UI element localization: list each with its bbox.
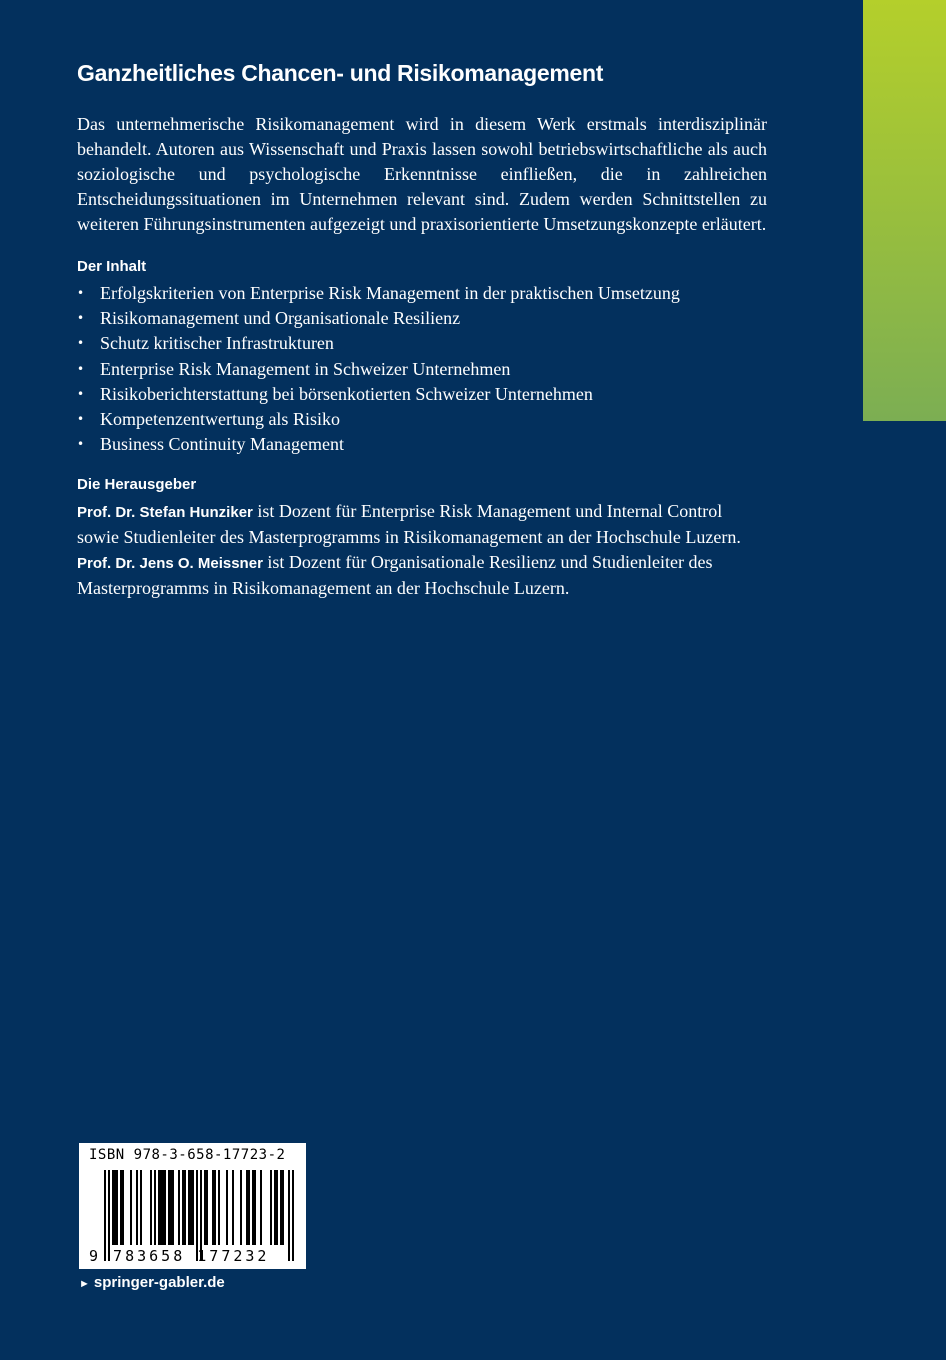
barcode-bar (122, 1170, 124, 1245)
website-url: springer-gabler.de (93, 1274, 225, 1291)
barcode-bar (254, 1170, 256, 1245)
bullet-icon: • (77, 437, 85, 452)
list-item: • Enterprise Risk Management in Schweizer Unternehmen (77, 357, 767, 382)
barcode-bar (178, 1170, 180, 1245)
barcode-bar (214, 1170, 216, 1245)
barcode-bar (280, 1170, 282, 1245)
barcode-bar (160, 1170, 162, 1245)
barcode-bar (288, 1170, 290, 1261)
barcode-bar (130, 1170, 132, 1245)
editor-description: ist Dozent für Enterprise Risk Management und Internal Control sowie Studienleiter des Masterprogramms in Risikomanagement an der Hochschule Luzern. (77, 501, 741, 548)
editors-heading: Die Herausgeber (77, 476, 197, 494)
barcode-bar (120, 1170, 122, 1245)
bullet-icon: • (77, 311, 85, 326)
barcode-bar (240, 1170, 242, 1245)
editor-description: ist Dozent für Organisationale Resilienz und Studienleiter des Masterprogramms in Risikomanagement an der Hochschule Luzern. (77, 552, 713, 599)
barcode-bar (170, 1170, 172, 1245)
publisher-website[interactable] (79, 1274, 225, 1291)
barcode-bar (162, 1170, 164, 1245)
barcode-bar (158, 1170, 160, 1245)
editor-name: Prof. Dr. Stefan Hunziker (77, 504, 253, 522)
barcode-bar (276, 1170, 278, 1245)
list-item: • Risikomanagement und Organisationale Resilienz (77, 306, 767, 331)
barcode-bar (192, 1170, 194, 1245)
book-title: Ganzheitliches Chancen- und Risikomanagement (77, 60, 604, 86)
barcode-bar (150, 1170, 152, 1245)
barcode-bar (270, 1170, 272, 1245)
barcode-bar (188, 1170, 190, 1245)
bullet-icon: • (77, 386, 85, 401)
barcode-bar (154, 1170, 156, 1245)
list-item: • Schutz kritischer Infrastrukturen (77, 331, 767, 356)
bullet-icon: • (77, 286, 85, 300)
accent-strip (863, 0, 946, 421)
barcode-bar (252, 1170, 254, 1245)
arrow-right-icon: ► (79, 1278, 90, 1290)
isbn-label: ISBN 978-3-658-17723-2 (89, 1147, 286, 1163)
barcode-bar (164, 1170, 166, 1245)
editor-name: Prof. Dr. Jens O. Meissner (77, 555, 263, 573)
contents-list (77, 281, 767, 457)
barcode-bar (232, 1170, 234, 1245)
barcode-bar (168, 1170, 170, 1245)
barcode-bar (182, 1170, 184, 1245)
barcode-bar (212, 1170, 214, 1245)
list-item: • Business Continuity Management (77, 432, 767, 457)
barcode-bar (112, 1170, 114, 1245)
barcode-bar (204, 1170, 206, 1245)
barcode-bar (292, 1170, 294, 1261)
barcode-bar (116, 1170, 118, 1245)
bullet-icon: • (77, 412, 85, 427)
list-item: • Erfolgskriterien von Enterprise Risk Management in der praktischen Umsetzung (77, 281, 767, 306)
barcode-bar (274, 1170, 276, 1245)
barcode-bar (190, 1170, 192, 1245)
barcode-bar (218, 1170, 220, 1245)
list-item: • Kompetenzentwertung als Risiko (77, 407, 767, 432)
barcode-bar (260, 1170, 262, 1245)
editor-bio (77, 499, 767, 550)
barcode-bar (206, 1170, 208, 1245)
editor-bio (77, 550, 767, 601)
back-cover-content (77, 56, 767, 601)
contents-heading: Der Inhalt (77, 258, 147, 275)
barcode-bar (140, 1170, 142, 1245)
list-item: • Risikoberichterstattung bei börsenkotierten Schweizer Unternehmen (77, 382, 767, 407)
barcode-bar (184, 1170, 186, 1245)
barcode-bar (226, 1170, 228, 1245)
barcode-bar (246, 1170, 248, 1245)
ean-digits: 9 783658 177232 (89, 1247, 270, 1265)
barcode-bar (114, 1170, 116, 1245)
intro-paragraph: Das unternehmerische Risikomanagement wird in diesem Werk erstmals interdisziplinär behandelt. Autoren aus Wissenschaft und Praxis lassen sowohl betriebswirtschaftliche als auch soziologische und psychologische Erkenntnisse einfließen, die in zahlreichen Entscheidungssituationen im Unternehmen relevant sind. Zudem werden Schnittstellen zu weiteren Führungsinstrumenten aufgezeigt und praxisorientierte Umsetzungskonzepte erläutert. (77, 114, 767, 234)
barcode-bar (136, 1170, 138, 1245)
bullet-icon: • (77, 336, 85, 351)
barcode-bar (172, 1170, 174, 1245)
barcode-bar (282, 1170, 284, 1245)
isbn-barcode (79, 1143, 306, 1269)
bullet-icon: • (77, 361, 85, 376)
barcode-bar (248, 1170, 250, 1245)
